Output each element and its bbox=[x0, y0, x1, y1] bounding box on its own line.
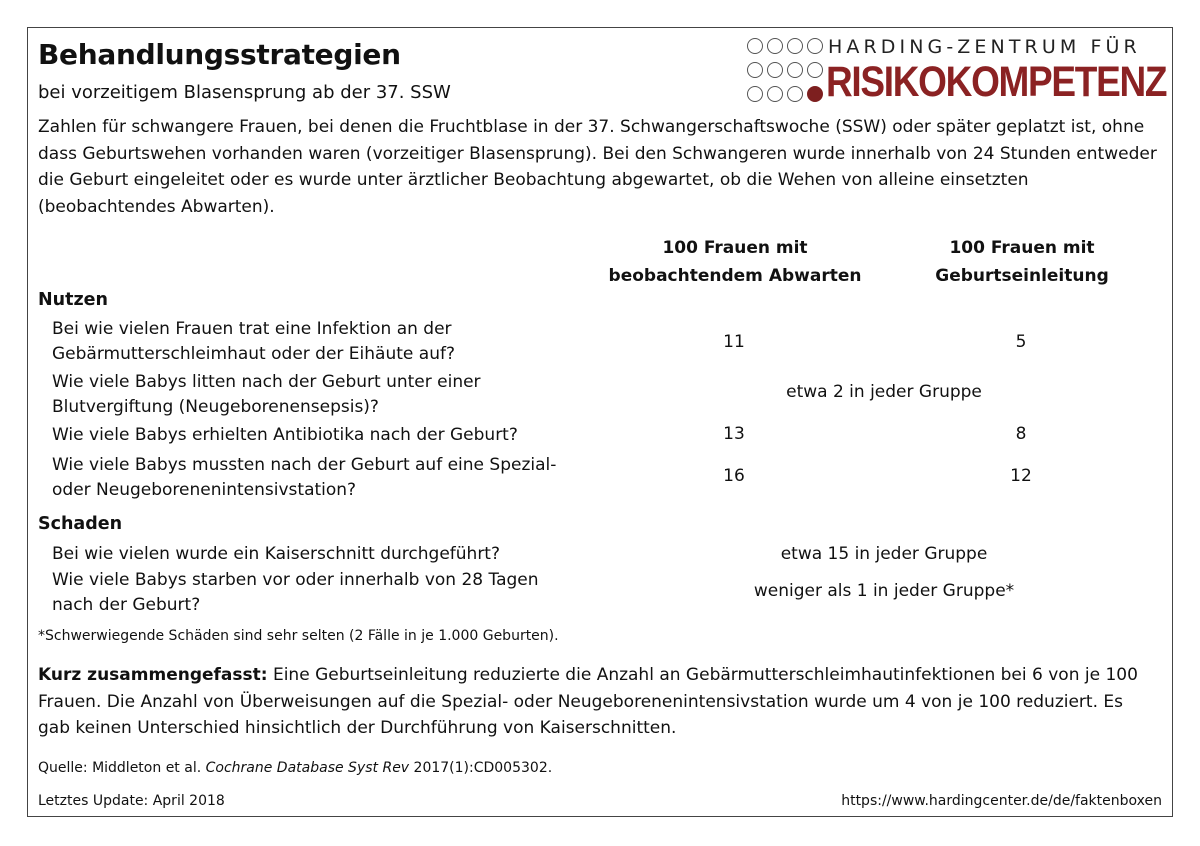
value-abwarten: 13 bbox=[723, 424, 745, 444]
column-header-line: Geburtseinleitung bbox=[935, 266, 1109, 286]
question-text: Bei wie vielen wurde ein Kaiserschnitt durchgeführt? bbox=[52, 544, 500, 564]
value-einleitung: 12 bbox=[1010, 466, 1032, 486]
value-combined: etwa 2 in jeder Gruppe bbox=[786, 382, 982, 402]
source-prefix: Quelle: Middleton et al. bbox=[38, 760, 206, 776]
source-citation bbox=[38, 760, 552, 776]
value-einleitung: 5 bbox=[1015, 332, 1027, 352]
source-journal: Cochrane Database Syst Rev bbox=[205, 760, 410, 776]
logo-main-text: RISIKOKOMPETENZ bbox=[826, 58, 1167, 106]
column-header-abwarten bbox=[605, 234, 865, 290]
value-abwarten: 16 bbox=[723, 466, 745, 486]
summary-paragraph bbox=[38, 662, 1158, 742]
value-einleitung: 8 bbox=[1015, 424, 1027, 444]
question-text: Wie viele Babys litten nach der Geburt unter einer Blutvergiftung (Neugeborenensepsis)? bbox=[52, 372, 481, 417]
section-heading-schaden: Schaden bbox=[38, 514, 123, 534]
section-heading-nutzen: Nutzen bbox=[38, 290, 108, 310]
logo-top-text: HARDING-ZENTRUM FÜR bbox=[828, 36, 1141, 58]
page-subtitle: bei vorzeitigem Blasensprung ab der 37. SSW bbox=[38, 82, 451, 103]
column-header-line: 100 Frauen mit bbox=[662, 238, 808, 258]
summary-text: Eine Geburtseinleitung reduzierte die Anzahl an Gebärmutterschleimhautinfektionen bei 6 von je 100 Frauen. Die Anzahl von Überweisungen auf die Spezial- oder Neugeborenenintensivstation wurde um 4 von je 100 reduziert. Es gab keinen Unterschied hinsichtlich der Durchführung von Kaiserschnitten. bbox=[38, 665, 1138, 738]
source-url-link[interactable]: https://www.hardingcenter.de/de/faktenboxen bbox=[841, 793, 1162, 809]
value-abwarten: 11 bbox=[723, 332, 745, 352]
question-text: Wie viele Babys starben vor oder innerhalb von 28 Tagen nach der Geburt? bbox=[52, 570, 539, 615]
question-text: Wie viele Babys erhielten Antibiotika nach der Geburt? bbox=[52, 425, 518, 445]
value-combined: weniger als 1 in jeder Gruppe* bbox=[753, 581, 1015, 601]
column-header-line: beobachtendem Abwarten bbox=[608, 266, 862, 286]
question-text: Wie viele Babys mussten nach der Geburt auf eine Spezial- oder Neugeborenenintensivstation? bbox=[52, 455, 557, 500]
summary-label: Kurz zusammengefasst: bbox=[38, 665, 268, 685]
column-header-line: 100 Frauen mit bbox=[949, 238, 1095, 258]
question-text: Bei wie vielen Frauen trat eine Infektion an der Gebärmutterschleimhaut oder der Eihäute auf? bbox=[52, 319, 455, 364]
intro-paragraph: Zahlen für schwangere Frauen, bei denen die Fruchtblase in der 37. Schwangerschaftswoche (SSW) oder später geplatzt ist, ohne dass Geburtswehen vorhanden waren (vorzeitiger Blasensprung). Bei den Schwangeren wurde innerhalb von 24 Stunden entweder die Geburt eingeleitet oder es wurde unter ärztlicher Beobachtung abgewartet, ob die Wehen von alleine einsetzten (beobachtendes Abwarten). bbox=[38, 117, 1157, 217]
column-header-einleitung bbox=[912, 234, 1132, 290]
last-update: Letztes Update: April 2018 bbox=[38, 793, 225, 809]
footnote: *Schwerwiegende Schäden sind sehr selten (2 Fälle in je 1.000 Geburten). bbox=[38, 628, 559, 644]
value-combined: etwa 15 in jeder Gruppe bbox=[780, 544, 988, 564]
source-suffix: 2017(1):CD005302. bbox=[409, 760, 553, 776]
page-title: Behandlungsstrategien bbox=[38, 38, 401, 71]
